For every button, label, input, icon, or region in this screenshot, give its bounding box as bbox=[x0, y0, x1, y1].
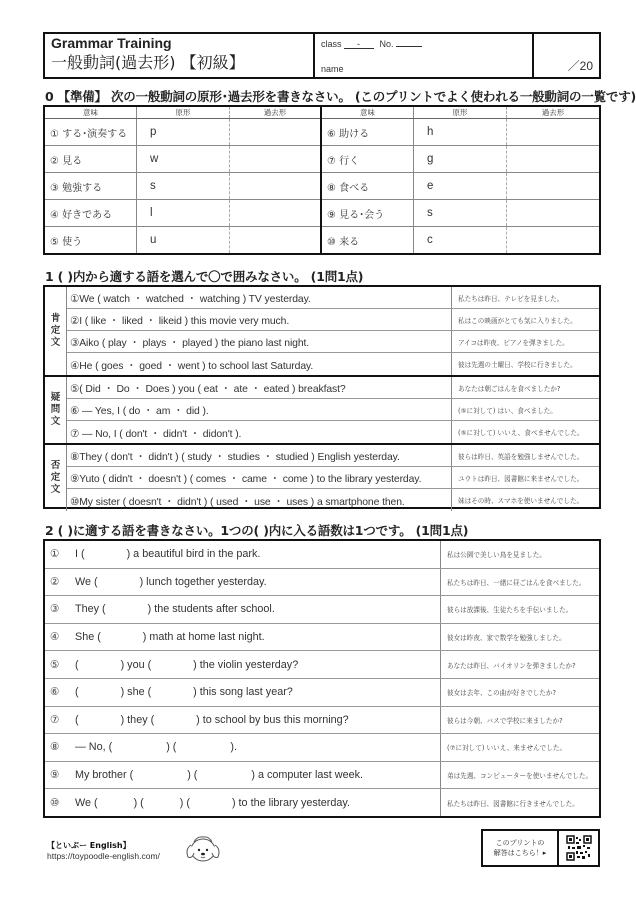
header-base: 原形 bbox=[137, 107, 230, 118]
meaning: ① する･演奏する bbox=[45, 119, 137, 145]
question-text[interactable]: ( ) she ( ) this song last year? bbox=[75, 679, 441, 706]
translation: ユウトは昨日、図書館に来ませんでした。 bbox=[458, 474, 584, 483]
question-row bbox=[45, 569, 599, 597]
base-form-field[interactable]: h bbox=[414, 119, 507, 145]
base-form-field[interactable]: e bbox=[414, 173, 507, 199]
question-number: ④ bbox=[50, 631, 60, 644]
question-text[interactable]: ⑦ — No, I ( don't ・ didn't ・ didon't ). bbox=[67, 421, 452, 443]
translation: (⑦に対して) いいえ、来ませんでした。 bbox=[447, 744, 567, 753]
worksheet-header bbox=[43, 32, 601, 79]
meaning: ③ 勉強する bbox=[45, 173, 137, 199]
meaning: ⑤ 使う bbox=[45, 227, 137, 253]
table-row bbox=[45, 173, 320, 200]
question-number: ② bbox=[50, 575, 60, 588]
brand-url-link[interactable]: https://toypoodle-english.com/ bbox=[47, 851, 160, 861]
question-row bbox=[67, 331, 599, 353]
choice-question-table bbox=[43, 285, 601, 509]
translation: アイコは昨夜、ピアノを弾きました。 bbox=[458, 338, 569, 347]
number-field[interactable] bbox=[396, 37, 422, 47]
past-form-field[interactable] bbox=[230, 227, 320, 253]
table-row bbox=[45, 200, 320, 227]
table-row bbox=[322, 227, 599, 253]
header-base: 原形 bbox=[414, 107, 507, 118]
translation: 妹はその時、スマホを使いませんでした。 bbox=[458, 497, 584, 505]
meaning: ④ 好きである bbox=[45, 200, 137, 226]
meaning: ② 見る bbox=[45, 146, 137, 172]
meaning: ⑧ 食べる bbox=[322, 173, 414, 199]
question-number: ⑥ bbox=[50, 686, 60, 699]
table-row bbox=[322, 146, 599, 173]
question-row bbox=[45, 679, 599, 707]
poodle-icon bbox=[183, 833, 223, 867]
meaning: ⑨ 見る･会う bbox=[322, 200, 414, 226]
translation: 私は公園で美しい鳥を見ました。 bbox=[447, 551, 546, 560]
table-header bbox=[45, 107, 320, 119]
base-form-field[interactable]: g bbox=[414, 146, 507, 172]
question-row bbox=[67, 353, 599, 375]
question-group bbox=[45, 377, 599, 445]
group-label-negative: 否 定 文 bbox=[45, 445, 67, 511]
fill-in-table bbox=[43, 539, 601, 818]
question-text[interactable]: ( ) they ( ) to school by bus this morning? bbox=[75, 707, 441, 734]
past-form-field[interactable] bbox=[230, 173, 320, 199]
affirmative-group bbox=[45, 287, 599, 377]
past-form-field[interactable] bbox=[507, 119, 599, 145]
base-form-field[interactable]: c bbox=[414, 227, 507, 253]
negative-group bbox=[45, 445, 599, 511]
translation: 彼らは昨日、英語を勉強しませんでした。 bbox=[458, 452, 584, 461]
translation: 彼らは今朝、バスで学校に来ましたか? bbox=[447, 716, 563, 725]
brand-block bbox=[47, 840, 160, 862]
header-past: 過去形 bbox=[541, 108, 565, 117]
class-label: class bbox=[321, 39, 342, 49]
group-label-affirmative: 肯 定 文 bbox=[45, 287, 67, 375]
meaning: ⑦ 行く bbox=[322, 146, 414, 172]
translation: 彼女は去年、この曲が好きでしたか? bbox=[447, 689, 556, 698]
verb-list-right bbox=[322, 107, 599, 253]
translation: 私はこの映画がとても気に入りました。 bbox=[458, 316, 577, 325]
past-form-field[interactable] bbox=[230, 146, 320, 172]
question-text[interactable]: ⑨Yuto ( didn't ・ doesn't ) ( comes ・ came ・ come ) to the library yesterday. bbox=[67, 467, 452, 488]
question-text[interactable]: ④He ( goes ・ goed ・ went ) to school last Saturday. bbox=[67, 353, 452, 375]
question-text[interactable]: My brother ( ) ( ) a computer last week. bbox=[75, 762, 441, 789]
question-row bbox=[67, 377, 599, 399]
qr-code-icon[interactable] bbox=[559, 831, 598, 865]
question-row bbox=[67, 467, 599, 489]
translation: 彼らは放課後、生徒たちを手伝いました。 bbox=[447, 606, 573, 615]
question-row bbox=[45, 707, 599, 735]
translation: 私たちは昨日、テレビを見ました。 bbox=[458, 294, 564, 303]
translation: 彼は先週の土曜日、学校に行きました。 bbox=[458, 361, 577, 369]
question-row bbox=[45, 596, 599, 624]
question-text[interactable]: ②I ( like ・ liked ・ likeid ) this movie very much. bbox=[67, 309, 452, 330]
translation: (⑤に対して) いいえ、食べませんでした。 bbox=[458, 429, 584, 437]
question-number: ⑨ bbox=[50, 769, 60, 782]
table-row bbox=[322, 173, 599, 200]
translation: 彼女は昨夜、家で数学を勉強しました。 bbox=[447, 634, 566, 643]
table-row bbox=[322, 119, 599, 146]
meaning: ⑥ 助ける bbox=[322, 119, 414, 145]
base-form-field[interactable]: s bbox=[414, 200, 507, 226]
table-row bbox=[45, 119, 320, 146]
base-form-field[interactable]: u bbox=[137, 227, 230, 253]
past-form-field[interactable] bbox=[507, 200, 599, 226]
past-form-field[interactable] bbox=[507, 173, 599, 199]
title-japanese: 一般動詞(過去形) 【初級】 bbox=[51, 53, 245, 72]
question-row bbox=[67, 287, 599, 309]
base-form-field[interactable]: w bbox=[137, 146, 230, 172]
answer-link-box[interactable] bbox=[481, 829, 600, 867]
translation: 私たちは昨日、一緒に昼ごはんを食べました。 bbox=[447, 578, 586, 587]
question-row bbox=[67, 489, 599, 511]
section2-title: 2 ( )に適する語を書きなさい。1つの( )内に入る語数は1つです。 (1問1点) bbox=[45, 523, 469, 538]
table-row bbox=[322, 200, 599, 227]
header-meaning: 意味 bbox=[45, 107, 137, 118]
question-text[interactable]: She ( ) math at home last night. bbox=[75, 624, 441, 651]
score-block[interactable] bbox=[534, 34, 599, 77]
past-form-field[interactable] bbox=[507, 227, 599, 253]
question-number: ③ bbox=[50, 603, 60, 616]
question-text[interactable]: ⑩My sister ( doesn't ・ didn't ) ( used ・ use ・ uses ) a smartphone then. bbox=[67, 489, 452, 511]
question-text[interactable]: ③Aiko ( play ・ plays ・ played ) the piano last night. bbox=[67, 331, 452, 352]
section0-title: 0 【準備】 次の一般動詞の原形･過去形を書きなさい。 (このプリントでよく使われる一般動詞の一覧です) bbox=[45, 89, 636, 104]
base-form-field[interactable]: s bbox=[137, 173, 230, 199]
question-text[interactable]: ①We ( watch ・ watched ・ watching ) TV yesterday. bbox=[67, 287, 452, 308]
past-form-field[interactable] bbox=[507, 146, 599, 172]
question-text[interactable]: We ( ) lunch together yesterday. bbox=[75, 569, 441, 596]
header-meaning: 意味 bbox=[322, 107, 414, 118]
question-number: ⑦ bbox=[50, 713, 60, 726]
translation: 弟は先週、コンピューターを使いませんでした。 bbox=[447, 772, 593, 781]
question-number: ⑩ bbox=[50, 796, 60, 809]
question-text[interactable]: We ( ) ( ) ( ) to the library yesterday. bbox=[75, 789, 441, 816]
name-label: name bbox=[321, 64, 344, 74]
verb-list-left bbox=[45, 107, 322, 253]
brand-name: 【といぷー English】 bbox=[47, 841, 131, 850]
class-field[interactable]: - bbox=[344, 39, 374, 49]
question-number: ⑤ bbox=[50, 658, 60, 671]
translation: あなたは朝ごはんを食べましたか? bbox=[458, 384, 561, 393]
score-total: ／20 bbox=[567, 59, 593, 73]
base-form-field[interactable]: p bbox=[137, 119, 230, 145]
header-past: 過去形 bbox=[263, 108, 287, 117]
question-text[interactable]: ( ) you ( ) the violin yesterday? bbox=[75, 651, 441, 678]
table-header bbox=[322, 107, 599, 119]
table-row bbox=[45, 146, 320, 173]
meaning: ⑩ 来る bbox=[322, 227, 414, 253]
question-number: ① bbox=[50, 548, 60, 561]
title-english: Grammar Training bbox=[51, 35, 172, 51]
number-label: No. bbox=[379, 39, 394, 49]
title-block bbox=[45, 34, 315, 77]
question-text[interactable]: They ( ) the students after school. bbox=[75, 596, 441, 623]
question-row bbox=[45, 789, 599, 816]
question-text[interactable]: — No, ( ) ( ). bbox=[75, 734, 441, 761]
question-row bbox=[67, 399, 599, 421]
base-form-field[interactable]: l bbox=[137, 200, 230, 226]
translation: (⑤に対して) はい、食べました。 bbox=[458, 406, 557, 415]
question-row bbox=[45, 734, 599, 762]
question-row bbox=[45, 541, 599, 569]
answer-link-text[interactable]: このプリントの 解答はこちら！▸ bbox=[483, 831, 559, 865]
translation: 私たちは昨日、図書館に行きませんでした。 bbox=[447, 799, 579, 808]
question-row bbox=[67, 445, 599, 467]
past-form-field[interactable] bbox=[230, 119, 320, 145]
section1-title: 1 ( )内から適する語を選んで〇で囲みなさい。 (1問1点) bbox=[45, 269, 364, 284]
group-label-question: 疑 問 文 bbox=[45, 377, 67, 443]
student-info-block bbox=[315, 34, 534, 77]
question-row bbox=[45, 624, 599, 652]
translation: あなたは昨日、バイオリンを弾きましたか? bbox=[447, 661, 576, 670]
table-row bbox=[45, 227, 320, 253]
question-text[interactable]: ⑤( Did ・ Do ・ Does ) you ( eat ・ ate ・ eated ) breakfast? bbox=[67, 377, 452, 398]
past-form-field[interactable] bbox=[230, 200, 320, 226]
question-text[interactable]: ⑧They ( don't ・ didn't ) ( study ・ studies ・ studied ) English yesterday. bbox=[67, 445, 452, 466]
question-text[interactable]: ⑥ — Yes, I ( do ・ am ・ did ). bbox=[67, 399, 452, 420]
question-row bbox=[45, 762, 599, 790]
question-row bbox=[67, 309, 599, 331]
question-row bbox=[45, 651, 599, 679]
question-number: ⑧ bbox=[50, 741, 60, 754]
question-text[interactable]: I ( ) a beautiful bird in the park. bbox=[75, 541, 441, 568]
question-row bbox=[67, 421, 599, 443]
verb-list-table bbox=[43, 105, 601, 255]
